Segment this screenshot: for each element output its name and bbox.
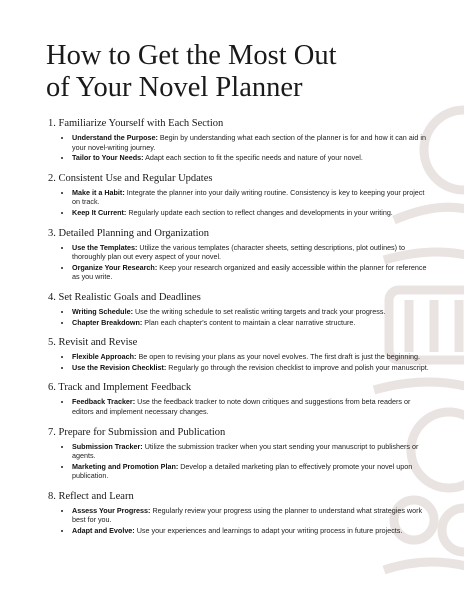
sections-list [46,118,430,536]
section-heading: 2. Consistent Use and Regular Updates [48,172,213,184]
bullet-list [46,307,430,327]
bullet-list [46,133,430,163]
item-text: Regularly update each section to reflect changes and developments in your writing. [128,207,393,217]
section-heading: 6. Track and Implement Feedback [48,382,192,394]
item-text: Use the writing schedule to set realistic writing targets and track your progress. [134,306,386,316]
item-label: Submission Tracker: [72,441,143,451]
document-page [46,40,430,546]
list-item [72,307,430,317]
list-item [72,188,430,207]
list-item [72,243,430,262]
item-text: Begin by understanding what each section of the planner is for and how it can aid in your novel-writing journey. [72,133,426,152]
item-text: Integrate the planner into your daily writing routine. Consistency is key to keeping your project on track. [72,187,425,207]
section-2 [46,173,430,218]
item-text: Plan each chapter's content to maintain a clear narrative structure. [144,317,356,327]
item-label: Flexible Approach: [72,352,137,362]
list-item [72,352,430,362]
list-item [72,133,430,152]
item-label: Keep It Current: [72,207,127,217]
item-label: Tailor to Your Needs: [72,153,144,163]
section-4 [46,292,430,327]
item-text: Develop a detailed marketing plan to effectively promote your novel upon publication. [72,461,413,481]
item-label: Writing Schedule: [72,306,133,316]
item-text: Be open to revising your plans as your novel evolves. The first draft is just the beginning. [138,352,420,362]
item-label: Make it a Habit: [72,187,125,197]
item-text: Use your experiences and learnings to adapt your writing process in future projects. [136,526,403,536]
list-item [72,318,430,328]
bullet-list [46,352,430,372]
section-3 [46,228,430,282]
list-item [72,506,430,525]
item-label: Use the Revision Checklist: [72,362,167,372]
section-heading: 1. Familiarize Yourself with Each Section [48,118,224,129]
section-7 [46,427,430,481]
item-label: Understand the Purpose: [72,133,158,142]
list-item [72,397,430,416]
bullet-list [46,442,430,481]
section-1 [46,118,430,163]
item-label: Feedback Tracker: [72,397,136,407]
section-heading: 4. Set Realistic Goals and Deadlines [48,291,201,303]
list-item [72,442,430,461]
page-title: How to Get the Most Out of Your Novel Planner [46,40,337,103]
bullet-list [46,506,430,536]
item-text: Regularly go through the revision checklist to improve and polish your manuscript. [168,362,429,372]
section-heading: 3. Detailed Planning and Organization [48,227,210,239]
item-label: Use the Templates: [72,242,138,252]
list-item [72,363,430,373]
item-label: Marketing and Promotion Plan: [72,461,179,471]
section-heading: 7. Prepare for Submission and Publication [48,426,226,438]
section-8 [46,491,430,536]
section-6 [46,382,430,416]
bullet-list [46,397,430,416]
list-item [72,462,430,481]
item-text: Use the feedback tracker to note down critiques and suggestions from beta readers or editors and implement necessary changes. [72,397,411,416]
list-item [72,263,430,282]
section-5 [46,337,430,372]
item-text: Regularly review your progress using the planner to understand what strategies work best for you. [72,505,423,525]
item-label: Assess Your Progress: [72,505,151,515]
bullet-list [46,188,430,218]
list-item [72,526,430,536]
bullet-list [46,243,430,282]
list-item [72,208,430,218]
section-heading: 5. Revisit and Revise [48,337,138,349]
item-label: Adapt and Evolve: [72,526,135,536]
list-item [72,153,430,163]
item-label: Organize Your Research: [72,262,158,272]
section-heading: 8. Reflect and Learn [48,490,134,502]
item-text: Adapt each section to fit the specific needs and nature of your novel. [145,153,363,163]
item-text: Utilize the various templates (character sheets, setting descriptions, plot outlines) to thoroughly plan out every aspect of your novel. [72,242,406,262]
item-text: Utilize the submission tracker when you start sending your manuscript to publishers or agents. [72,441,419,461]
item-text: Keep your research organized and easily accessible within the planner for reference as you write. [72,262,427,282]
item-label: Chapter Breakdown: [72,317,143,327]
